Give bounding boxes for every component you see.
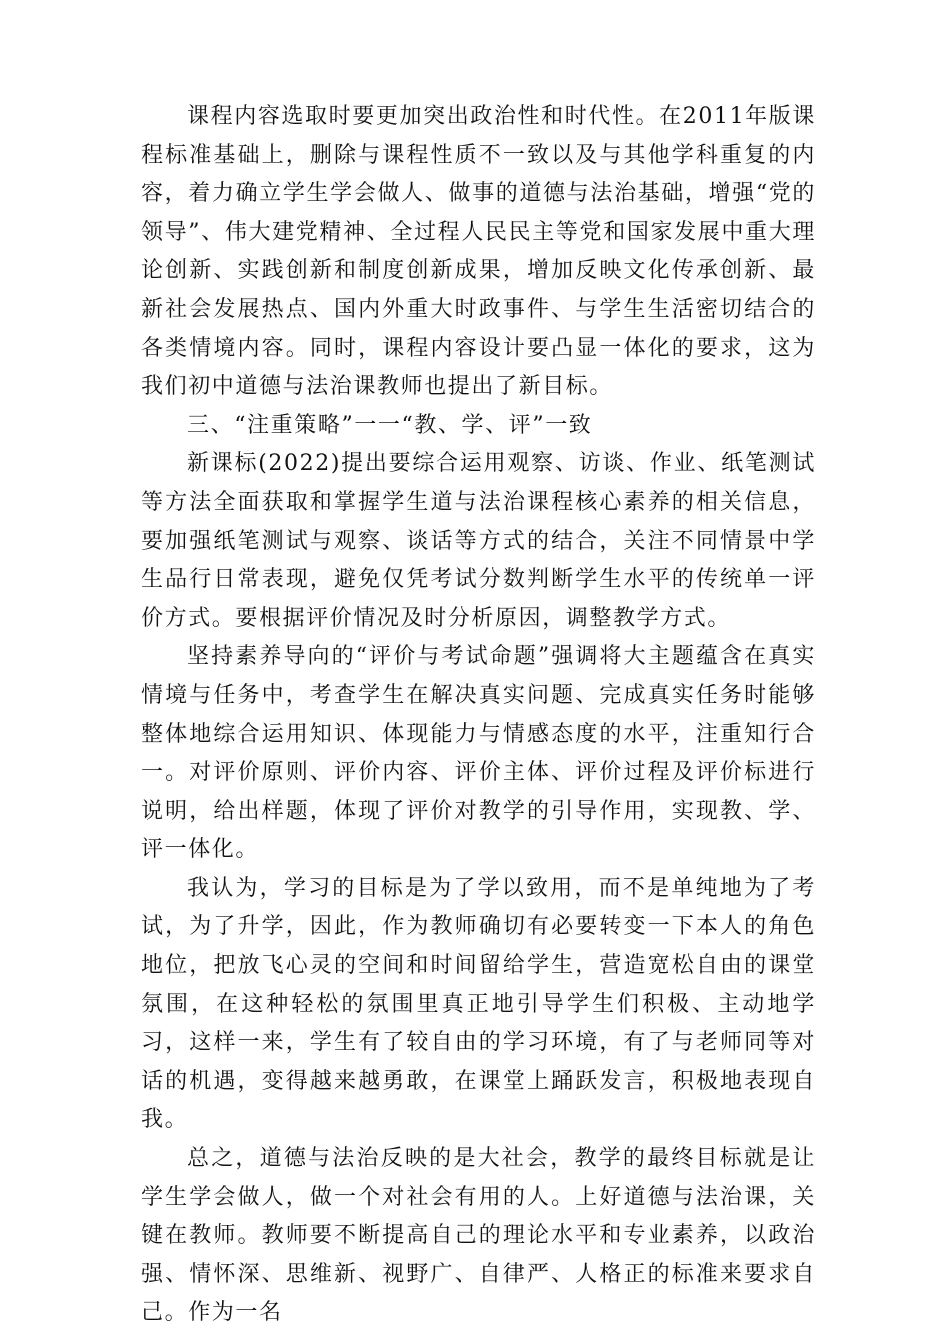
section-heading-strategy: 三、“注重策略”一一“教、学、评”一致 xyxy=(187,412,593,438)
document-body xyxy=(141,98,816,1333)
paragraph-evaluation: 坚持素养导向的“评价与考试命题”强调将大主题蕴含在真实情境与任务中，考查学生在解决真实问题、完成真实任务时能够整体地综合运用知识、体现能力与情感态度的水平，注重知行合一。对评价原则、评价内容、评价主体、评价过程及评价标进行说明，给出样题，体现了评价对教学的引导作用，实现教、学、评一体化。 xyxy=(141,644,816,863)
paragraph-new-standard: 新课标(2022)提出要综合运用观察、访谈、作业、纸笔测试等方法全面获取和掌握学生道与法治课程核心素养的相关信息，要加强纸笔测试与观察、谈话等方式的结合，关注不同情景中学生品行日常表现，避免仅凭考试分数判断学生水平的传统单一评价方式。要根据评价情况及时分析原因，调整教学方式。 xyxy=(141,451,816,631)
paragraph-content-selection: 课程内容选取时要更加突出政治性和时代性。在2011年版课程标准基础上，删除与课程性质不一致以及与其他学科重复的内容，着力确立学生学会做人、做事的道德与法治基础，增强“党的领导”、伟大建党精神、全过程人民民主等党和国家发展中重大理论创新、实践创新和制度创新成果，增加反映文化传承创新、最新社会发展热点、国内外重大时政事件、与学生生活密切结合的各类情境内容。同时，课程内容设计要凸显一体化的要求，这为我们初中道德与法治课教师也提出了新目标。 xyxy=(141,104,816,400)
paragraph-conclusion: 总之，道德与法治反映的是大社会，教学的最终目标就是让学生学会做人，做一个对社会有用的人。上好道德与法治课，关键在教师。教师要不断提高自己的理论水平和专业素养，以政治强、情怀深、思维新、视野广、自律严、人格正的标准来要求自己。作为一名 xyxy=(141,1146,816,1326)
paragraph-opinion: 我认为，学习的目标是为了学以致用，而不是单纯地为了考试，为了升学，因此，作为教师确切有必要转变一下本人的角色地位，把放飞心灵的空间和时间留给学生，营造宽松自由的课堂氛围，在这种轻松的氛围里真正地引导学生们积极、主动地学习，这样一来，学生有了较自由的学习环境，有了与老师同等对话的机遇，变得越来越勇敢，在课堂上踊跃发言，积极地表现自我。 xyxy=(141,875,816,1133)
